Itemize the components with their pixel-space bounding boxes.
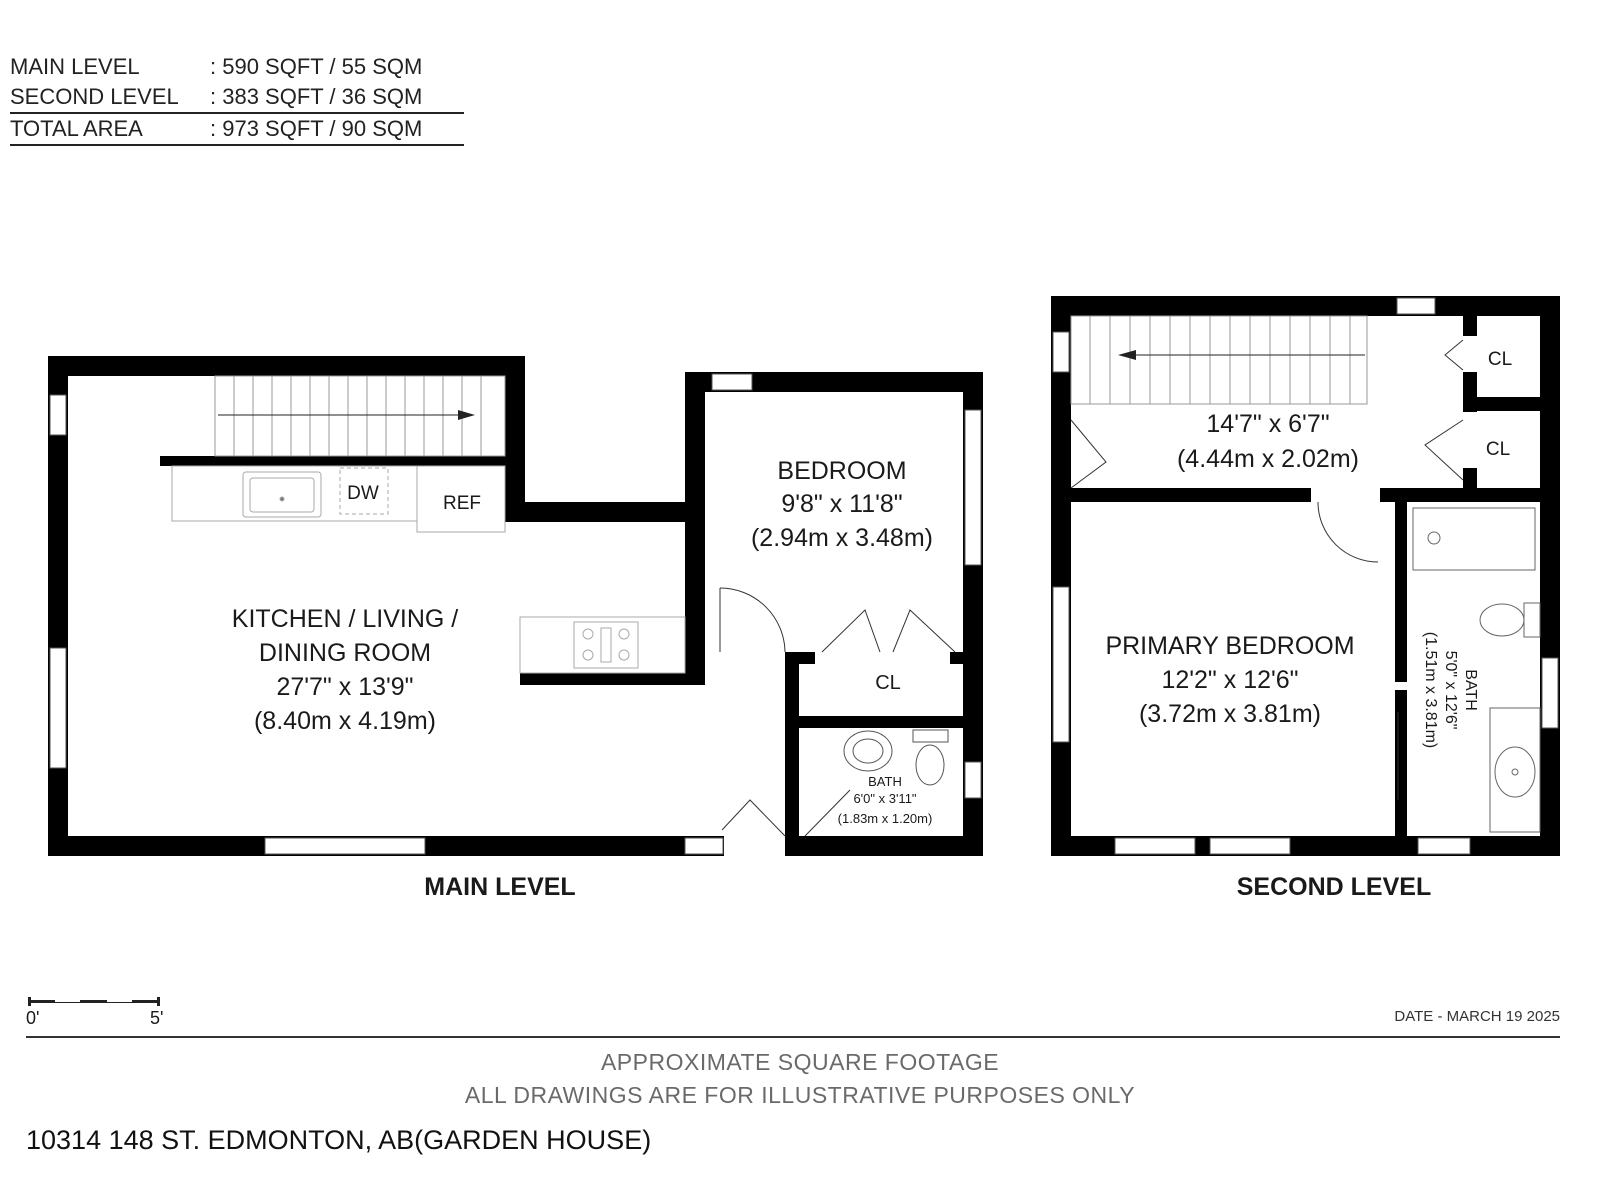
closet-label: CL [1485,439,1511,460]
area-label: MAIN LEVEL [10,54,140,79]
bedroom-label: BEDROOM [777,457,907,485]
closet-label: CL [875,672,901,694]
area-value: : 590 SQFT / 55 SQM [210,54,423,79]
second-level-windows [1053,298,1558,854]
kitchen-dims-metric: (8.40m x 4.19m) [253,707,437,735]
dishwasher-label: DW [347,483,379,504]
main-level-plan [48,356,983,901]
second-level-title: SECOND LEVEL [1236,873,1432,901]
kitchen-label-line2: DINING ROOM [258,639,432,667]
bath-dims-imperial: 5'0" x 12'6" [1442,650,1459,730]
kitchen-label-line1: KITCHEN / LIVING / [231,605,459,633]
scale-start-label: 0' [26,1008,40,1028]
area-label: TOTAL AREA [10,116,143,141]
main-level-walls [48,356,983,856]
area-value: : 973 SQFT / 90 SQM [210,116,423,141]
primary-bedroom-dims-metric: (3.72m x 3.81m) [1138,700,1322,728]
bath-label: BATH [1462,669,1479,711]
stair-arrow-icon [458,410,475,420]
drawing-date: DATE - MARCH 19 2025 [1394,1008,1560,1025]
property-address: 10314 148 ST. EDMONTON, AB(GARDEN HOUSE) [26,1125,652,1155]
disclaimer-line1: APPROXIMATE SQUARE FOOTAGE [600,1049,1000,1075]
second-bath-label-group [1422,632,1479,748]
main-level-doors [720,588,955,836]
footer-rule [26,1036,1560,1038]
kitchen-dims-imperial: 27'7" x 13'9" [276,673,414,701]
primary-bedroom-dims-imperial: 12'2" x 12'6" [1161,666,1299,694]
second-level-walls [1051,296,1560,856]
area-value: : 383 SQFT / 36 SQM [210,84,423,109]
main-level-title: MAIN LEVEL [424,873,576,901]
second-stairs [1071,316,1367,404]
hall-dims-metric: (4.44m x 2.02m) [1176,445,1360,473]
bedroom-dims-imperial: 9'8" x 11'8" [781,490,903,518]
closet-label: CL [1487,349,1513,370]
stair-arrow-icon [1118,350,1136,360]
bath-label: BATH [868,774,902,789]
bath-dims-metric: (1.83m x 1.20m) [837,811,933,826]
refrigerator-label: REF [443,493,481,514]
second-level-plan [1051,296,1560,901]
primary-bedroom-label: PRIMARY BEDROOM [1105,632,1355,660]
bath-dims-metric: (1.51m x 3.81m) [1422,631,1439,749]
hall-dims-imperial: 14'7" x 6'7" [1206,410,1330,438]
bedroom-dims-metric: (2.94m x 3.48m) [750,524,934,552]
area-label: SECOND LEVEL [10,84,179,109]
bath-dims-imperial: 6'0" x 3'11" [853,791,917,806]
disclaimer-line2: ALL DRAWINGS ARE FOR ILLUSTRATIVE PURPOSES ONLY [464,1082,1136,1108]
scale-bar [26,997,163,1028]
scale-end-label: 5' [150,1008,164,1028]
